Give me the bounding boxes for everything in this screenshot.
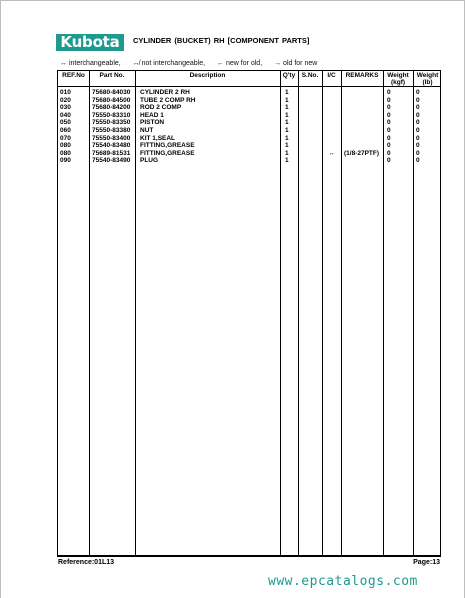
legend-not-interchangeable: ↮ not interchangeable, [132,60,206,67]
cell-weight-kgf: 0 [387,89,391,96]
cell-qty: 1 [285,119,289,127]
cell-weight-kgf: 0 [387,119,391,127]
cell-part-no: 75550-83350 [92,119,131,127]
column-divider [413,71,414,555]
page-border-left [0,0,1,598]
column-divider [341,71,342,555]
legend-old-for-new: → old for new [274,60,318,67]
cell-weight-lb: 0 [416,157,420,165]
cell-weight-lb: 0 [416,96,420,104]
cell-part-no: 75550-83380 [92,127,131,134]
page-title: CYLINDER (BUCKET) RH [COMPONENT PARTS] [133,36,310,45]
column-header-remarks: REMARKS [345,72,379,79]
cell-weight-lb: 0 [416,134,420,142]
cell-description: CYLINDER 2 RH [140,89,190,96]
cell-ref-no: 060 [60,127,71,134]
cell-weight-kgf: 0 [387,127,391,134]
cell-part-no: 75680-84200 [92,104,131,112]
cell-ic: ↔ [328,149,335,157]
cell-ref-no: 080 [60,142,71,150]
column-header-qty: Q'ty [282,72,296,79]
cell-weight-lb: 0 [416,142,420,150]
column-divider [298,71,299,555]
cell-weight-kgf: 0 [387,142,391,150]
cell-weight-lb: 0 [416,111,420,119]
cell-qty: 1 [285,104,289,112]
cell-description: KIT 1,SEAL [140,134,176,142]
website-watermark: www.epcatalogs.com [268,574,418,589]
cell-weight-kgf: 0 [387,134,391,142]
parts-table [57,70,441,556]
cell-description: PLUG [140,157,159,165]
cell-qty: 1 [285,149,289,157]
cell-weight-lb: 0 [416,149,420,157]
column-header-description: Description [189,72,226,79]
column-header-weight-lb: Weight (lb) [416,72,439,86]
cell-ref-no: 010 [60,89,71,96]
cell-qty: 1 [285,127,289,134]
footer-divider [57,556,441,557]
cell-description: PISTON [140,119,165,127]
cell-qty: 1 [285,111,289,119]
cell-description: FITTING,GREASE [140,142,195,150]
column-divider [135,71,136,555]
cell-weight-kgf: 0 [387,104,391,112]
interchangeability-legend [60,60,327,67]
cell-ref-no: 030 [60,104,71,112]
column-divider [383,71,384,555]
cell-description: HEAD 1 [140,111,164,119]
column-header-part-no: Part No. [99,72,125,79]
cell-weight-kgf: 0 [387,149,391,157]
cell-qty: 1 [285,89,289,96]
legend-interchangeable: ↔ interchangeable, [60,60,121,67]
cell-part-no: 75680-84030 [92,89,131,96]
column-header-sno: S.No. [301,72,319,79]
column-divider [322,71,323,555]
column-divider [89,71,90,555]
cell-ref-no: 050 [60,119,71,127]
cell-ref-no: 020 [60,96,71,104]
page-number: Page:13 [413,559,440,566]
cell-weight-lb: 0 [416,89,420,96]
kubota-logo: Kubota [56,34,124,51]
cell-weight-lb: 0 [416,127,420,134]
cell-part-no: 75540-83480 [92,142,131,150]
cell-weight-lb: 0 [416,119,420,127]
cell-weight-lb: 0 [416,104,420,112]
cell-part-no: 75550-83400 [92,134,131,142]
cell-description: ROD 2 COMP [140,104,182,112]
cell-part-no: 75680-84500 [92,96,131,104]
column-header-ic: I/C [327,72,336,79]
column-header-ref-no: REF.No [62,72,85,79]
cell-ref-no: 070 [60,134,71,142]
cell-qty: 1 [285,142,289,150]
cell-qty: 1 [285,134,289,142]
cell-weight-kgf: 0 [387,157,391,165]
cell-qty: 1 [285,157,289,165]
cell-description: FITTING,GREASE [140,149,195,157]
cell-weight-kgf: 0 [387,111,391,119]
cell-ref-no: 080 [60,149,71,157]
column-header-weight-kgf: Weight (kgf) [387,72,409,86]
column-divider [280,71,281,555]
page-border-top [0,0,465,1]
cell-remarks: (1/8-27PTF) [344,149,380,157]
cell-ref-no: 040 [60,111,71,119]
cell-ref-no: 090 [60,157,71,165]
cell-part-no: 75689-81531 [92,149,131,157]
cell-weight-kgf: 0 [387,96,391,104]
cell-part-no: 75550-83310 [92,111,131,119]
legend-new-for-old: ← new for old, [217,60,263,67]
cell-description: TUBE 2 COMP RH [140,96,196,104]
reference-code: Reference:01L13 [58,559,115,566]
cell-description: NUT [140,127,154,134]
cell-part-no: 75540-83490 [92,157,131,165]
cell-qty: 1 [285,96,289,104]
